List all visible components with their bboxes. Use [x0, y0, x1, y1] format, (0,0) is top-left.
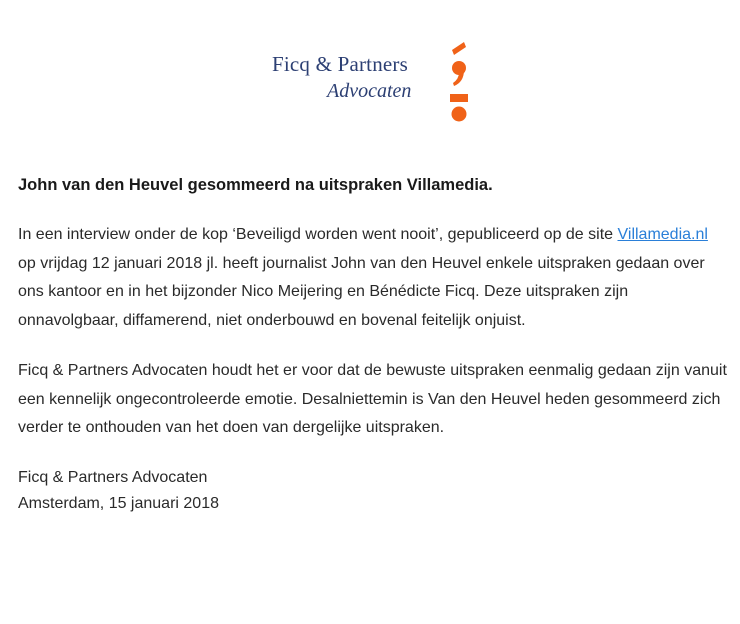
signature-place-date: Amsterdam, 15 januari 2018: [18, 494, 219, 512]
paragraph-2: Ficq & Partners Advocaten houdt het er voor dat de bewuste uitspraken eenmalig gedaan zijn vanuit een kennelijk ongecontroleerde emotie. Desalniettemin is Van den Heuvel heden gesommeerd zich verder te onthouden van het doen van dergelijke uitspraken.: [18, 362, 727, 436]
signature: [18, 465, 728, 517]
logo-mark-icon: [442, 38, 472, 128]
logo-subtitle: Advocaten: [327, 80, 412, 102]
paragraph-1-text-end: op vrijdag 12 januari 2018 jl. heeft journalist John van den Heuvel enkele uitspraken gedaan over ons kantoor en in het bijzonder Nico Meijering en Bénédicte Ficq. Deze uitspraken zijn onnavolgbaar, diffamerend, niet onderbouwd en bovenal feitelijk onjuist.: [18, 254, 705, 329]
paragraph-1-text-start: In een interview onder de kop ‘Beveiligd worden went nooit’, gepubliceerd op de site: [18, 226, 618, 243]
company-logo: [272, 38, 482, 128]
statement-headline: John van den Heuvel gesommeerd na uitspraken Villamedia.: [18, 176, 493, 194]
villamedia-link[interactable]: Villamedia.nl: [617, 226, 708, 243]
signature-name: Ficq & Partners Advocaten: [18, 468, 208, 486]
paragraph-1: [18, 221, 728, 335]
logo-name: Ficq & Partners: [272, 52, 408, 76]
press-statement: [18, 176, 728, 517]
